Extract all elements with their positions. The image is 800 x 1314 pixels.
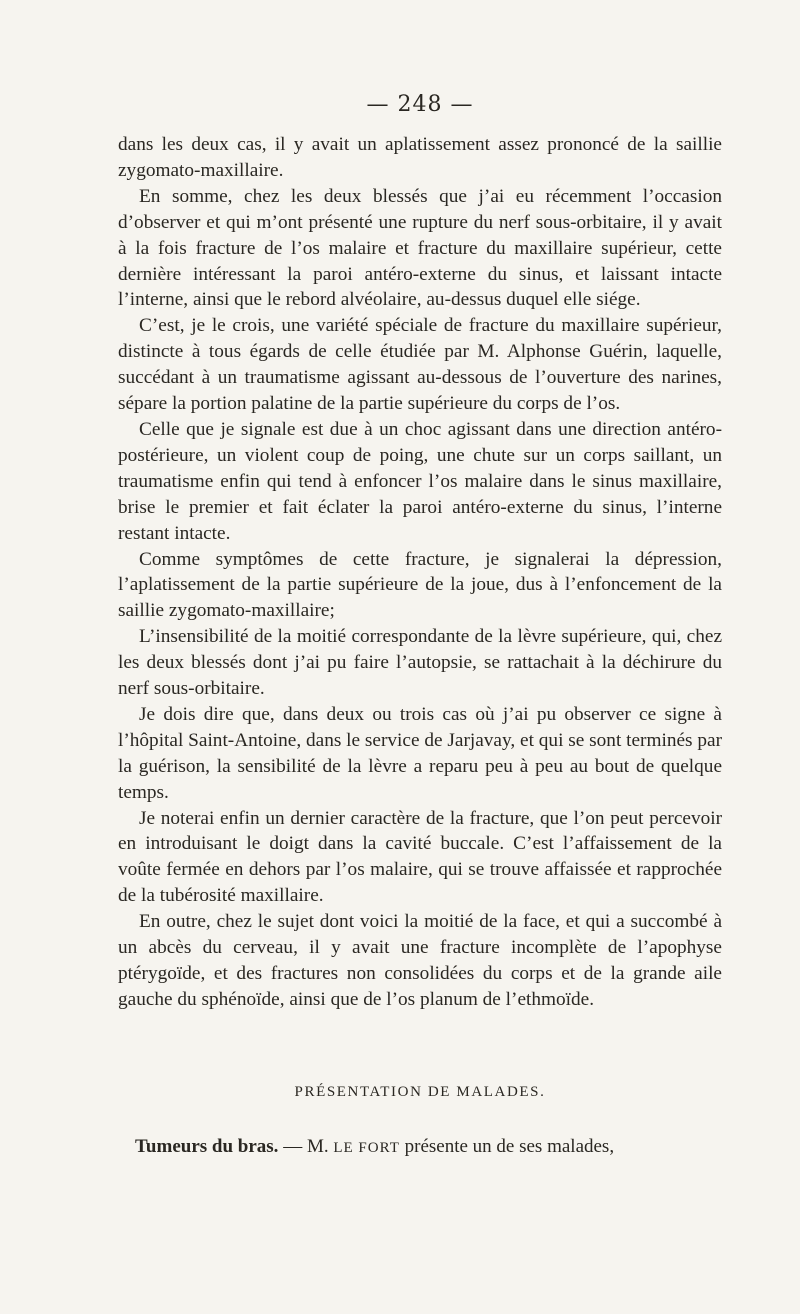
- paragraph-4: Celle que je signale est due à un choc agissant dans une direction antéro-postérieure, un violent coup de poing, une chute sur un corps saillant, un traumatisme enfin qui tend à enfoncer l’os malaire dans le sinus maxillaire, brise le premier et fait éclater la paroi antéro-externe du sinus, l’interne restant intacte.: [118, 418, 722, 544]
- last-line-title: Tumeurs du bras.: [135, 1136, 279, 1157]
- paragraph-8: Je noterai enfin un dernier caractère de la fracture, que l’on peut percevoir en introduisant le doigt dans la cavité buccale. C’est l’affaissement de la voûte fermée en dehors par l’os malaire, qui se trouve affaissée et rapprochée de la tubérosité maxillaire.: [118, 807, 722, 907]
- paragraph-2: En somme, chez les deux blessés que j’ai eu récemment l’occasion d’observer et qui m’ont présenté une rupture du nerf sous-orbitaire, il y avait à la fois fracture de l’os malaire et fracture du maxillaire supérieur, cette dernière intéressant la paroi antéro-externe du sinus, et laissant intacte l’interne, ainsi que le rebord alvéolaire, au-dessus duquel elle siége.: [118, 185, 722, 311]
- last-line-dash: — M.: [278, 1136, 334, 1157]
- section-title: PRÉSENTATION DE MALADES.: [294, 1084, 546, 1100]
- paragraph-3: C’est, je le crois, une variété spéciale de fracture du maxillaire supérieur, distincte à tous égards de celle étudiée par M. Alphonse Guérin, laquelle, succédant à un traumatisme agissant au-dessous de l’ouverture des narines, sépare la portion palatine de la partie supérieure du corps de l’os.: [118, 315, 722, 415]
- last-line-author: LE FORT: [333, 1140, 400, 1156]
- last-line: [135, 1136, 735, 1158]
- paragraph-7: Je dois dire que, dans deux ou trois cas où j’ai pu observer ce signe à l’hôpital Saint-Antoine, dans le service de Jarjavay, et qui se sont terminés par la guérison, la sensibilité de la lèvre a reparu peu à peu au bout de quelque temps.: [118, 703, 722, 803]
- page-number: — 248 —: [366, 92, 474, 117]
- paragraph-5: Comme symptômes de cette fracture, je signalerai la dépression, l’aplatissement de la partie supérieure de la joue, dus à l’enfoncement de la saillie zygomato-maxillaire;: [118, 548, 722, 622]
- body-text: [118, 132, 722, 1013]
- paragraph-9: En outre, chez le sujet dont voici la moitié de la face, et qui a succombé à un abcès du cerveau, il y avait une fracture incomplète de l’apophyse ptérygoïde, et des fractures non consolidées du corps et de la grande aile gauche du sphénoïde, ainsi que de l’os planum de l’ethmoïde.: [118, 911, 722, 1010]
- paragraph-1: dans les deux cas, il y avait un aplatissement assez prononcé de la saillie zygomato-maxillaire.: [118, 134, 722, 181]
- paragraph-6: L’insensibilité de la moitié correspondante de la lèvre supérieure, qui, chez les deux blessés dont j’ai pu faire l’autopsie, se rattachait à la déchirure du nerf sous-orbitaire.: [118, 626, 722, 700]
- last-line-rest: présente un de ses malades,: [399, 1136, 615, 1157]
